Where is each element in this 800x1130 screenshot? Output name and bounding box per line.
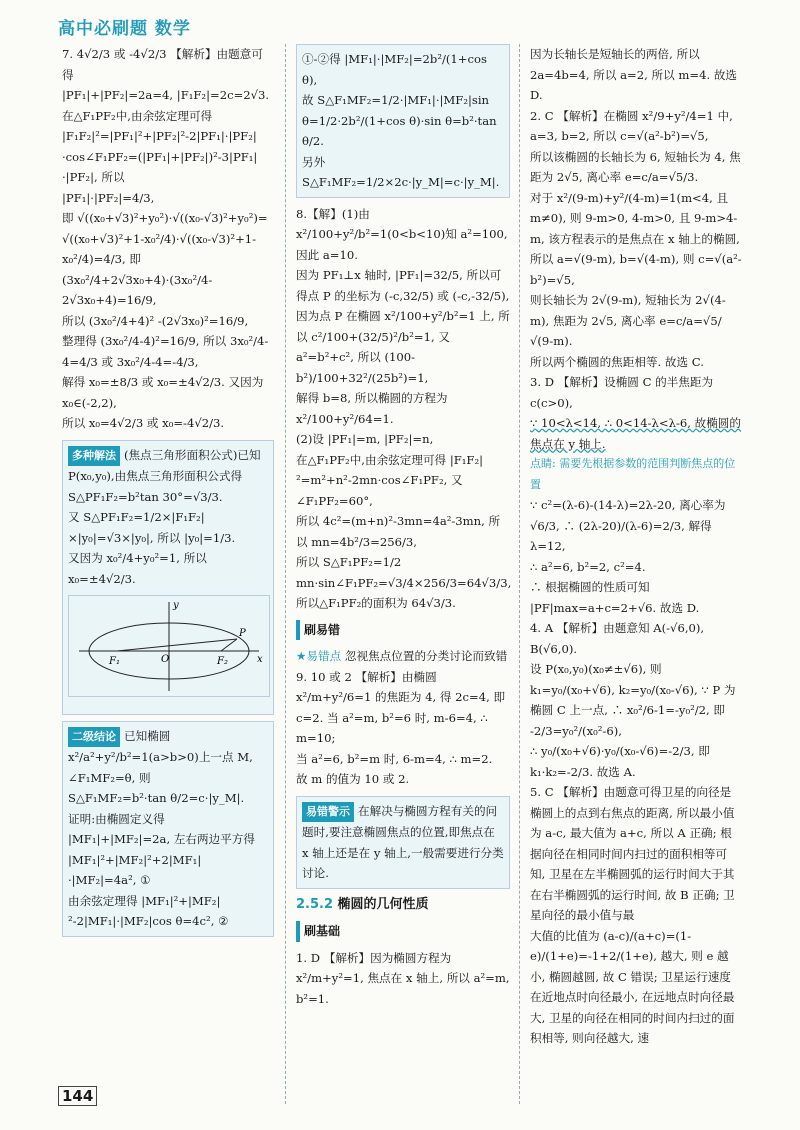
text-line: ∴ y₀/(x₀+√6)·y₀/(x₀-√6)=-2/3, 即 k₁·k₂=-2/3. 故选 A. [530, 744, 710, 779]
basic-heading: 刷基础 [296, 921, 510, 942]
column-middle [296, 44, 510, 1009]
text-line: 另外 S△F₁MF₂=1/2×2c·|y_M|=c·|y_M|. [302, 154, 500, 189]
focal-segment [117, 639, 237, 651]
section-number: 2.5.2 [296, 896, 334, 912]
answer-9: 9. 10 或 2 【解析】由椭圆 x²/m+y²/6=1 的焦距为 4, 得 2c=4, 即 c=2. 当 a²=m, b²=6 时, m-6=4, ∴ m=10; [296, 669, 506, 745]
text-line: 证明:由椭圆定义得 |MF₁|+|MF₂|=2a, 左右两边平方得 |MF₁|²+|MF₂|²+2|MF₁|·|MF₂|=4a², ① [68, 811, 255, 887]
answer-8: 8.【解】(1)由 x²/100+y²/b²=1(0<b<10)知 a²=100, 因此 a=10. [296, 206, 508, 262]
answer-1: 1. D 【解析】因为椭圆方程为 x²/m+y²=1, 焦点在 x 轴上, 所以 a²=m, b²=1. [296, 950, 510, 1006]
answer-5: 5. C 【解析】由题意可得卫星的向径是椭圆上的点到右焦点的距离, 所以最小值为 a-c, 最大值为 a+c, 所以 A 正确; 根据向径在相同时间内扫过的面积相等可知, 卫星在左半椭圆弧的运行时间大于其在右半椭圆弧的运行时间, 故 B 正确; 卫星向径的最小值与最 [530, 785, 735, 922]
text-line: 因为长轴长是短轴长的两倍, 所以 2a=4b=4, 所以 a=2, 所以 m=4. 故选 D. [530, 47, 738, 102]
focus-label: F₁ [109, 656, 120, 667]
text-line: a²=b²+c², 所以 (100-b²)/100+32²/(25b²)=1, [296, 350, 429, 385]
warning-box [296, 796, 510, 889]
text-line: S△PF₁F₂=b²tan 30°=√3/3. [68, 489, 223, 504]
column-divider [285, 44, 286, 1104]
easy-error-heading: 刷易错 [296, 620, 510, 641]
answer-4: 4. A 【解析】由题意知 A(-√6,0), B(√6,0). [530, 621, 705, 656]
text-line: √((x₀+√3)²+1-x₀²/4)·√((x₀-√3)²+1-x₀²/4)=4/3, 即 (3x₀²/4+2√3x₀+4)·(3x₀²/4-2√3x₀+4)=16/9, [62, 231, 257, 307]
conclusion-box [62, 721, 274, 937]
text-line: 在△F₁PF₂中,由余弦定理可得 |F₁F₂|²=m²+n²-2mn·cos∠F₁PF₂, 又∠F₁PF₂=60°, [296, 452, 484, 508]
text-line: 解得 x₀=±8/3 或 x₀=±4√2/3. 又因为 x₀∈(-2,2), [62, 375, 264, 410]
multi-solution-tag: 多种解法 [68, 446, 120, 467]
text-line: |F₁F₂|²=|PF₁|²+|PF₂|²-2|PF₁|·|PF₂|·cos∠F₁PF₂=(|PF₁|+|PF₂|)²-3|PF₁|·|PF₂|, 所以 [62, 129, 258, 184]
text-line: 所以 (3x₀²/4+4)² -(2√3x₀)²=16/9, [62, 313, 249, 328]
text-line: 整理得 (3x₀²/4-4)²=16/9, 所以 3x₀²/4-4=4/3 或 3x₀²/4-4=-4/3, [62, 334, 269, 369]
text-line: 对于 x²/(9-m)+y²/(4-m)=1(m<4, 且 m≠0), 则 9-m>0, 4-m>0, 且 9-m>4-m, 该方程表示的是焦点在 x 轴上的椭圆, [530, 190, 740, 246]
header [58, 14, 748, 44]
answer-2: 2. C 【解析】在椭圆 x²/9+y²/4=1 中, a=3, b=2, 所以 c=√(a²-b²)=√5, [530, 108, 733, 143]
text-line: |PF₁|·|PF₂|=4/3, [62, 190, 155, 205]
section-title [296, 895, 510, 916]
text-line: 解得 b=8, 所以椭圆的方程为 x²/100+y²/64=1. [296, 391, 448, 426]
text-line: 故 m 的值为 10 或 2. [296, 772, 410, 786]
page-number: 144 [58, 1086, 97, 1106]
text-line: 所以 a=√(9-m), b=√(4-m), 则 c=√(a²-b²)=√5, [530, 252, 742, 287]
text-line: 当 a²=6, b²=m 时, 6-m=4, ∴ m=2. [296, 751, 493, 766]
text-line: 所以 S△F₁PF₂=1/2 mn·sin∠F₁PF₂=√3/4×256/3=64√3/3, 所以△F₁PF₂的面积为 64√3/3. [296, 555, 512, 610]
text-line: 已知椭圆 x²/a²+y²/b²=1(a>b>0)上一点 M, ∠F₁MF₂=θ, 则 [68, 728, 253, 785]
text-line: 所以该椭圆的长轴长为 6, 短轴长为 4, 焦距为 2√5, 离心率 e=c/a=√5/3. [530, 149, 741, 184]
error-point-text: 忽视焦点位置的分类讨论而致错 [344, 649, 508, 663]
ellipse-diagram [68, 595, 270, 697]
conclusion-tag: 二级结论 [68, 727, 120, 748]
text-line: |PF₁|+|PF₂|=2a=4, |F₁F₂|=2c=2√3. [62, 88, 270, 102]
focus-label: F₂ [217, 656, 228, 667]
text-line: 在△F₁PF₂中,由余弦定理可得 [62, 108, 213, 123]
book-title: 高中必刷题 数学 [58, 19, 191, 39]
column-divider [519, 44, 520, 1104]
conclusion-box-continued [296, 44, 510, 198]
column-left [62, 44, 274, 943]
text-line: ∴ 根据椭圆的性质可知 |PF|max=a+c=2+√6. 故选 D. [530, 580, 700, 615]
point-label: P [239, 628, 246, 639]
text-line: 则长轴长为 2√(9-m), 短轴长为 2√(4-m), 焦距为 2√5, 离心率 e=c/a=√5/√(9-m). [530, 293, 726, 348]
text-line: 即 √((x₀+√3)²+y₀²)·√((x₀-√3)²+y₀²)= [62, 211, 268, 225]
text-line: 故 S△F₁MF₂=1/2·|MF₁|·|MF₂|sin θ=1/2·2b²/(1+cos θ)·sin θ=b²·tan θ/2. [302, 93, 497, 148]
text-line: ∴ a²=6, b²=2, c²=4. [530, 559, 646, 574]
text-line: (焦点三角形面积公式)已知 P(x₀,y₀),由焦点三角形面积公式得 [68, 447, 261, 483]
section-name: 椭圆的几何性质 [337, 896, 429, 912]
text-line: 又 S△PF₁F₂=1/2×|F₁F₂|×|y₀|=√3×|y₀|, 所以 |y₀|=1/3. [68, 510, 236, 545]
multi-solution-box [62, 440, 274, 715]
remark-note: 点睛: 需要先根据参数的范围判断焦点的位置 [530, 457, 736, 491]
answer-7: 7. 4√2/3 或 -4√2/3 【解析】由题意可得 [62, 47, 263, 82]
text-line: 设 P(x₀,y₀)(x₀≠±√6), 则 k₁=y₀/(x₀+√6), k₂=y₀/(x₀-√6), ∵ P 为椭圆 C 上一点, ∴ x₀²/6-1=-y₀²/2, 即 -2/3=y₀²/(x₀²-6), [530, 662, 736, 738]
column-right [530, 44, 742, 1049]
text-line: 所以两个椭圆的焦距相等. 故选 C. [530, 354, 704, 369]
text-line: (2)设 |PF₁|=m, |PF₂|=n, [296, 432, 434, 446]
text-line: ①-②得 |MF₁|·|MF₂|=2b²/(1+cos θ), [302, 52, 487, 87]
star-label: ★易错点 [296, 649, 342, 663]
text-line: 所以 x₀=4√2/3 或 x₀=-4√2/3. [62, 416, 225, 430]
text-line: 由余弦定理得 |MF₁|²+|MF₂|²-2|MF₁|·|MF₂|cos θ=4c², ② [68, 893, 229, 928]
text-line: 大值的比值为 (a-c)/(a+c)=(1-e)/(1+e)=-1+2/(1+e), 越大, 则 e 越小, 椭圆越圆, 故 C 错误; 卫星运行速度在近地点时向径最小, 在远地点时向径最大, 卫星的向径在相同的时间内扫过的面积相等, 则向径越大, 速 [530, 928, 735, 1045]
axis-label-x: x [257, 654, 263, 665]
warning-text: 在解决与椭圆方程有关的问题时,要注意椭圆焦点的位置,即焦点在 x 轴上还是在 y 轴上,一般需要进行分类讨论. [302, 803, 504, 880]
axis-label-y: y [173, 600, 179, 611]
text-line: 因为 PF₁⊥x 轴时, |PF₁|=32/5, 所以可得点 P 的坐标为 (-c,32/5) 或 (-c,-32/5), 因为点 P 在椭圆 x²/100+y²/b²=1 上, 所以 c²/100+(32/5)²/b²=1, 又 [296, 268, 510, 344]
text-line: 所以 4c²=(m+n)²-3mn=4a²-3mn, 所以 mn=4b²/3=256/3, [296, 514, 501, 549]
answer-3: 3. D 【解析】设椭圆 C 的半焦距为 c(c>0), [530, 375, 714, 410]
text-line: S△F₁MF₂=b²·tan θ/2=c·|y_M|. [68, 791, 245, 805]
origin-label: O [161, 654, 170, 665]
text-line: ∵ c²=(λ-6)-(14-λ)=2λ-20, 离心率为 √6/3, ∴ (2λ-20)/(λ-6)=2/3, 解得 λ=12, [530, 498, 726, 553]
warning-tag: 易错警示 [302, 802, 354, 823]
text-line: 又因为 x₀²/4+y₀²=1, 所以 x₀=±4√2/3. [68, 551, 207, 586]
text-line: ∵ 10<λ<14, ∴ 0<14-λ<λ-6, 故椭圆的焦点在 y 轴上. [530, 416, 741, 451]
